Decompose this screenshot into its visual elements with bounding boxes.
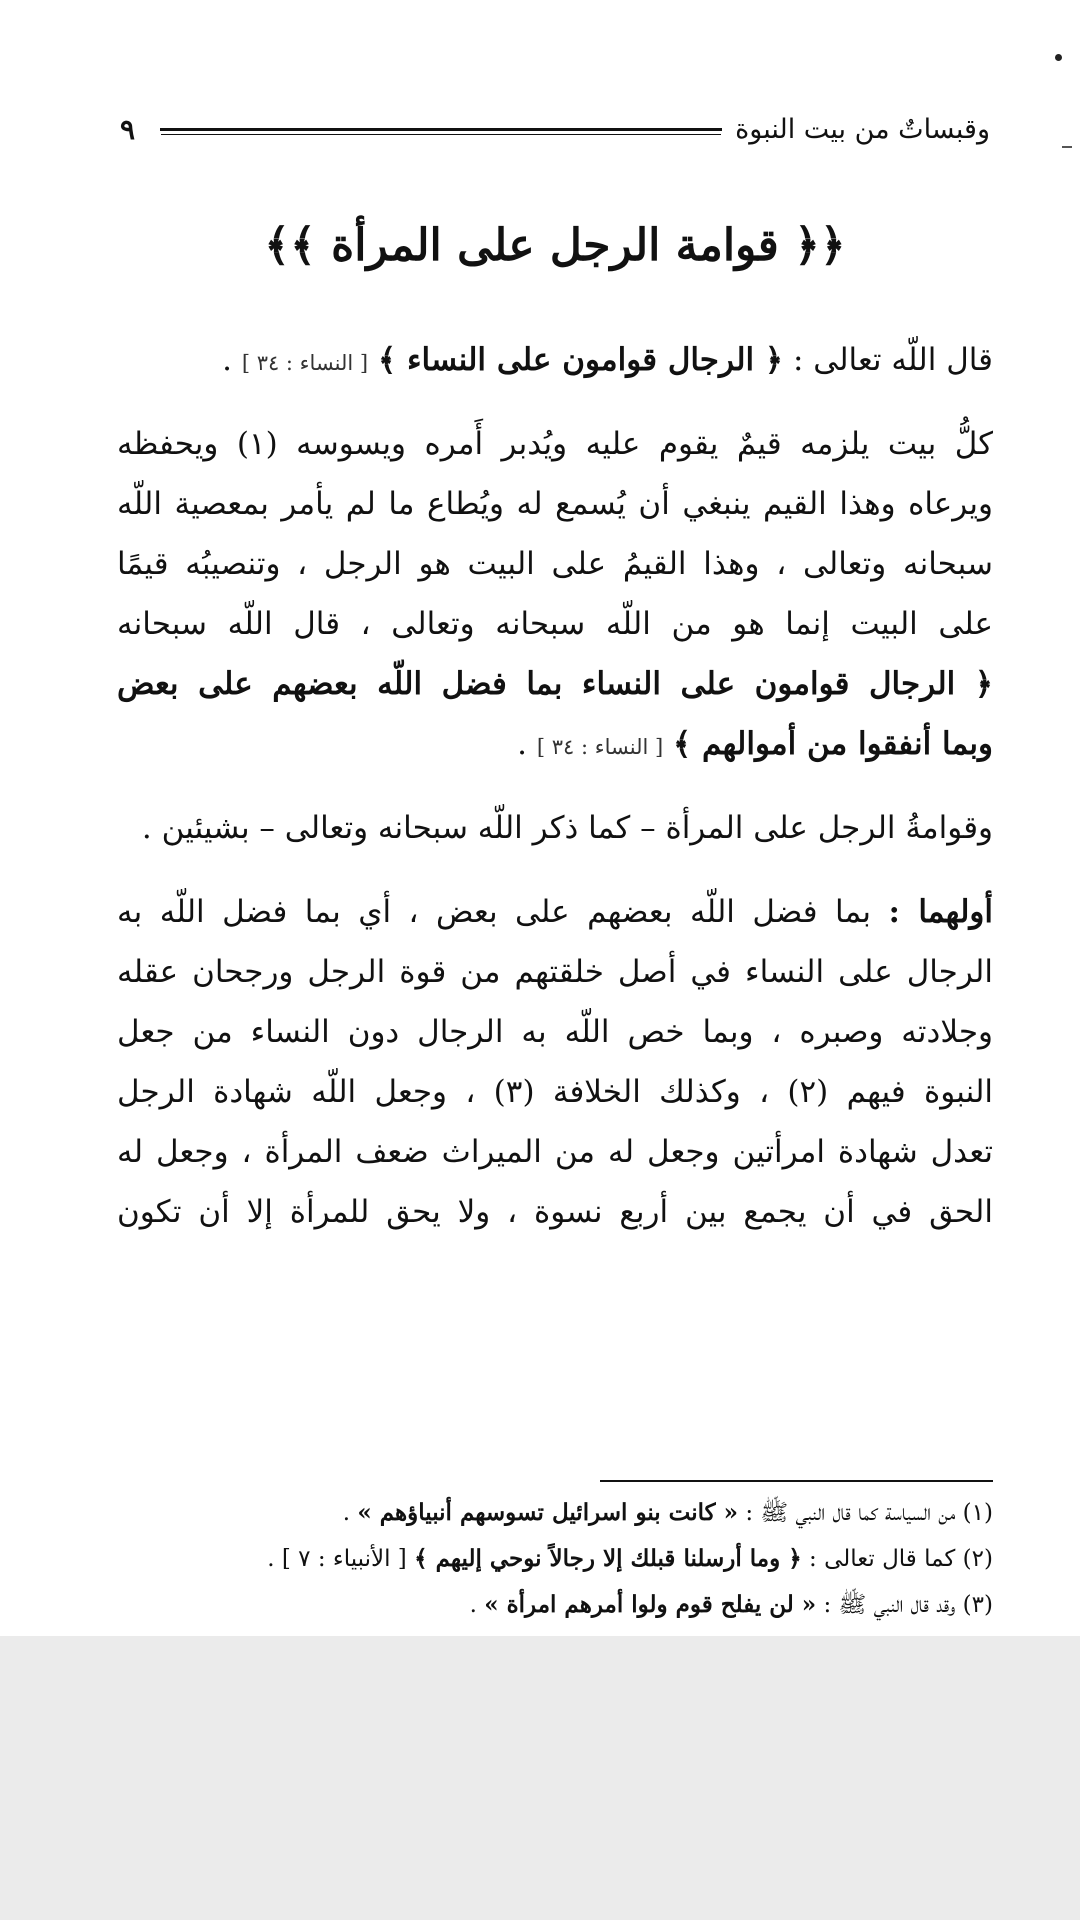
footnote-tail: [ الأنبياء : ٧ ] . — [267, 1546, 415, 1572]
para3-line — [117, 882, 993, 942]
paragraph-gap — [117, 858, 993, 882]
footnote-quote: ﴿ وما أرسلنا قبلك إلا رجالاً نوحي إليهم ﴾ — [414, 1545, 802, 1572]
verse2-ref: [ النساء : ٣٤ ] — [536, 735, 664, 759]
verse-intro-quote: ﴿ الرجال قوامون على النساء ﴾ — [377, 342, 784, 378]
scan-speck — [1055, 54, 1062, 61]
running-head — [120, 108, 990, 152]
footnote-3 — [117, 1582, 993, 1628]
footnote-2 — [117, 1536, 993, 1582]
verse-intro-lead: قال اللّه تعالى : — [783, 342, 993, 378]
footnote-separator — [600, 1480, 993, 1482]
para1-line: سبحانه وتعالى ، وهذا القيمُ على البيت هو الرجل ، وتنصيبُه قيمًا — [117, 546, 993, 582]
para3-line: الرجال على النساء في أصل خلقتهم من قوة الرجل ورجحان عقله — [117, 954, 993, 990]
footnote-text: وقد قال النبي ﷺ : — [816, 1592, 963, 1618]
para3-line: النبوة فيهم (٢) ، وكذلك الخلافة (٣) ، وجعل اللّه شهادة الرجل — [117, 1074, 994, 1110]
footnote-number: (٣) — [962, 1592, 993, 1618]
running-head-title: وقبساتٌ من بيت النبوة — [735, 114, 990, 145]
para1-line: على البيت إنما هو من اللّه سبحانه وتعالى ، قال اللّه سبحانه — [117, 606, 993, 642]
para1-line: كلُّ بيت يلزمه قيمٌ يقوم عليه ويُدبر أَمره ويسوسه (١) ويحفظه — [117, 426, 993, 462]
footnote-quote: « كانت بنو اسرائيل تسوسهم أنبياؤهم » — [357, 1499, 739, 1526]
para1-line: ويرعاه وهذا القيم ينبغي أن يُسمع له ويُطاع ما لم يأمر بمعصية اللّه — [117, 486, 993, 522]
verse2-line: ﴿ الرجال قوامون على النساء بما فضل اللّه بعضهم على بعض — [117, 666, 993, 702]
paragraph-gap — [117, 774, 993, 798]
footnote-quote: « لن يفلح قوم ولوا أمرهم امرأة » — [484, 1591, 817, 1618]
verse2-tail: . — [517, 726, 537, 762]
footnotes — [117, 1490, 993, 1628]
footnote-number: (١) — [962, 1500, 993, 1526]
para3-line1-text: بما فضل اللّه بعضهم على بعض ، أي بما فضل اللّه به — [117, 894, 889, 930]
para3-line: الحق في أن يجمع بين أربع نسوة ، ولا يحق للمرأة إلا أن تكون — [117, 1194, 993, 1230]
body-text — [117, 330, 993, 1242]
footnote-text: من السياسة كما قال النبي ﷺ : — [738, 1500, 963, 1526]
para2-line: وقوامةُ الرجل على المرأة – كما ذكر اللّه سبحانه وتعالى – بشيئين . — [141, 810, 993, 846]
para3-line: تعدل شهادة امرأتين وجعل له من الميراث ضعف المرأة ، وجعل له — [117, 1134, 993, 1170]
scan-mark — [1062, 146, 1072, 148]
verse-intro-line — [117, 330, 993, 390]
footnote-tail: . — [469, 1592, 485, 1618]
paragraph-gap — [117, 390, 993, 414]
verse2-line2-text: وبما أنفقوا من أموالهم ﴾ — [673, 726, 993, 762]
verse-intro-tail: . — [222, 342, 242, 378]
footnote-tail: . — [342, 1500, 358, 1526]
footnote-text: كما قال تعالى : — [801, 1546, 963, 1572]
verse-intro-ref: [ النساء : ٣٤ ] — [241, 351, 369, 375]
para3-line: وجلادته وصبره ، وبما خص اللّه به الرجال دون النساء من جعل — [117, 1014, 993, 1050]
footnote-1 — [117, 1490, 993, 1536]
verse2-line-2 — [117, 714, 993, 774]
chapter-heading: ﴿﴿ قوامة الرجل على المرأة ﴾﴾ — [264, 220, 846, 271]
footnote-number: (٢) — [962, 1546, 993, 1572]
para3-lead: أولهما : — [888, 894, 993, 930]
page-number: ٩ — [120, 113, 136, 146]
running-head-rule — [160, 128, 722, 131]
